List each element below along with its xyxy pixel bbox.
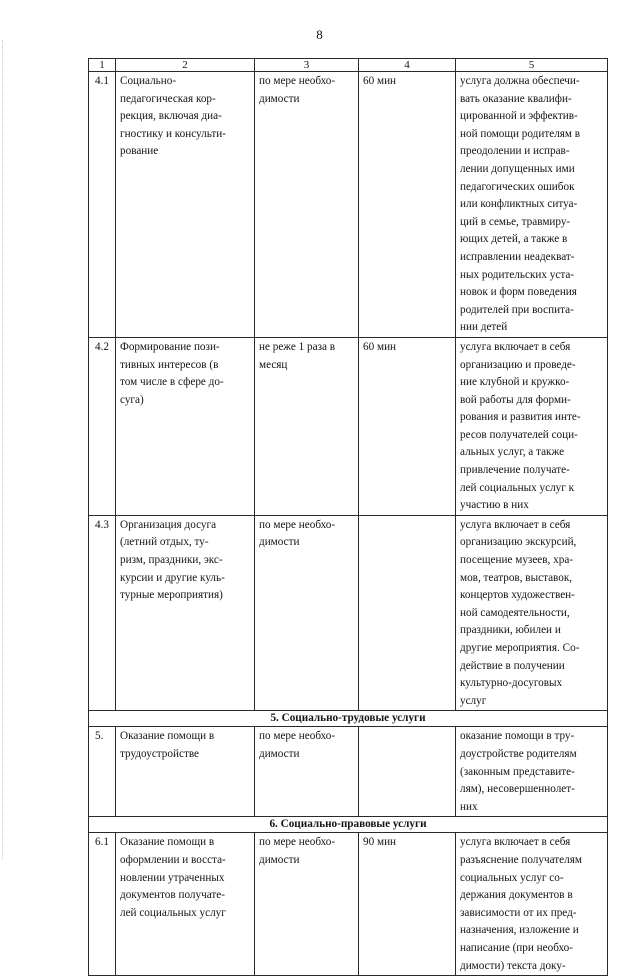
- text-line: педагогических ошибок: [460, 180, 575, 193]
- header-col-5: 5: [456, 59, 608, 72]
- text-line: действие в получении: [460, 659, 565, 672]
- service-name: [116, 72, 255, 338]
- text-line: месяц: [259, 358, 288, 371]
- service-duration: 60 мин: [359, 72, 456, 338]
- service-frequency: [255, 833, 359, 976]
- text-line: посещение музеев, хра-: [460, 554, 574, 567]
- text-line: исправлении неадекват-: [460, 250, 575, 263]
- row-number: 4.1: [89, 72, 116, 338]
- text-line: разъяснение получателям: [460, 853, 582, 866]
- text-line: зависимости от их пред-: [460, 906, 577, 919]
- text-line: гностику и консульти-: [120, 127, 226, 140]
- text-line: рование: [120, 145, 159, 158]
- service-name: [116, 833, 255, 976]
- text-line: ной помощи родителям в: [460, 127, 581, 140]
- text-line: социальных услуг со-: [460, 871, 564, 884]
- text-line: доустройстве родителям: [460, 747, 577, 760]
- text-line: привлечение получате-: [460, 464, 570, 477]
- text-line: педагогическая кор-: [120, 92, 216, 105]
- text-line: (законным представите-: [460, 765, 575, 778]
- header-col-1: 1: [89, 59, 116, 72]
- text-line: услуга включает в себя: [460, 518, 571, 531]
- text-line: по мере необхо-: [259, 75, 336, 87]
- service-frequency: [255, 727, 359, 817]
- text-line: Формирование пози-: [120, 340, 220, 353]
- service-frequency: [255, 72, 359, 338]
- text-line: Социально-: [120, 75, 177, 87]
- text-line: услуга включает в себя: [460, 340, 571, 353]
- row-number: 4.2: [89, 337, 116, 515]
- text-line: оформлении и восста-: [120, 853, 226, 866]
- text-line: ций в семье, травмиру-: [460, 215, 571, 228]
- table-row: [89, 727, 608, 817]
- text-line: услуга включает в себя: [460, 836, 571, 849]
- text-line: суга): [120, 393, 144, 406]
- service-name: [116, 727, 255, 817]
- text-line: новок и форм поведения: [460, 286, 577, 299]
- service-duration: [359, 727, 456, 817]
- text-line: рования и развития инте-: [460, 411, 581, 424]
- table-row: [89, 833, 608, 976]
- text-line: услуга должна обеспечи-: [460, 75, 580, 87]
- table-row: [89, 72, 608, 338]
- table-row: [89, 515, 608, 711]
- text-line: ных родительских уста-: [460, 268, 575, 281]
- text-line: ной самодеятельности,: [460, 606, 570, 619]
- text-line: вать оказание квалифи-: [460, 92, 572, 105]
- text-line: лей социальных услуг к: [460, 481, 575, 494]
- section-header-row: [89, 711, 608, 727]
- text-line: вой работы для форми-: [460, 393, 571, 406]
- page-number: 8: [316, 27, 323, 42]
- text-line: димости: [259, 853, 300, 866]
- text-line: том числе в сфере до-: [120, 376, 224, 389]
- text-line: родителей при воспита-: [460, 303, 574, 316]
- text-line: назначения, изложение и: [460, 924, 579, 937]
- service-description: [456, 515, 608, 711]
- text-line: мов, театров, выставок,: [460, 571, 573, 584]
- text-line: Оказание помощи в: [120, 730, 215, 743]
- service-duration: 60 мин: [359, 337, 456, 515]
- service-description: [456, 337, 608, 515]
- text-line: лении допущенных ими: [460, 162, 575, 175]
- text-line: ющих детей, а также в: [460, 233, 568, 246]
- text-line: не реже 1 раза в: [259, 340, 336, 353]
- text-line: услуг: [460, 694, 487, 707]
- text-line: них: [460, 800, 478, 813]
- service-duration: 90 мин: [359, 833, 456, 976]
- text-line: лям), несовершеннолет-: [460, 783, 575, 796]
- text-line: димости: [259, 92, 300, 105]
- service-frequency: [255, 337, 359, 515]
- text-line: или конфликтных ситуа-: [460, 198, 578, 211]
- section-header-row: [89, 817, 608, 833]
- text-line: преодолении и исправ-: [460, 145, 570, 158]
- table-header-row: [89, 59, 608, 72]
- text-line: новлении утраченных: [120, 871, 225, 884]
- header-col-4: 4: [359, 59, 456, 72]
- text-line: по мере необхо-: [259, 518, 336, 531]
- scan-margin-line: [2, 40, 3, 860]
- text-line: организацию и проведе-: [460, 358, 576, 371]
- text-line: рекция, включая диа-: [120, 110, 222, 123]
- text-line: по мере необхо-: [259, 730, 336, 743]
- text-line: тивных интересов (в: [120, 358, 219, 371]
- header-col-2: 2: [116, 59, 255, 72]
- text-line: культурно-досуговых: [460, 677, 563, 690]
- text-line: нии детей: [460, 321, 508, 334]
- text-line: трудоустройстве: [120, 747, 200, 760]
- text-line: другие мероприятия. Со-: [460, 642, 580, 654]
- text-line: Организация досуга: [120, 518, 217, 531]
- text-line: Оказание помощи в: [120, 836, 215, 849]
- text-line: турные мероприятия): [120, 589, 223, 602]
- text-line: димости: [259, 536, 300, 549]
- service-frequency: [255, 515, 359, 711]
- text-line: димости: [259, 747, 300, 760]
- text-line: по мере необхо-: [259, 836, 336, 849]
- text-line: держания документов в: [460, 889, 573, 902]
- service-description: [456, 72, 608, 338]
- section-title: 6. Социально-правовые услуги: [89, 817, 608, 833]
- text-line: альных услуг, а также: [460, 446, 565, 459]
- row-number: 5.: [89, 727, 116, 817]
- text-line: (летний отдых, ту-: [120, 536, 209, 549]
- text-line: документов получате-: [120, 889, 225, 902]
- row-number: 6.1: [89, 833, 116, 976]
- service-description: [456, 833, 608, 976]
- service-duration: [359, 515, 456, 711]
- text-line: ризм, праздники, экс-: [120, 554, 223, 567]
- text-line: димости) текста доку-: [460, 959, 566, 972]
- text-line: ние клубной и кружко-: [460, 376, 570, 389]
- service-name: [116, 515, 255, 711]
- text-line: концертов художествен-: [460, 589, 575, 602]
- service-name: [116, 337, 255, 515]
- text-line: лей социальных услуг: [120, 906, 226, 919]
- text-line: праздники, юбилеи и: [460, 624, 561, 637]
- text-line: организацию экскурсий,: [460, 536, 577, 549]
- service-description: [456, 727, 608, 817]
- row-number: 4.3: [89, 515, 116, 711]
- section-title: 5. Социально-трудовые услуги: [89, 711, 608, 727]
- text-line: оказание помощи в тру-: [460, 730, 575, 743]
- text-line: цированной и эффектив-: [460, 110, 578, 123]
- text-line: курсии и другие куль-: [120, 571, 225, 584]
- table-row: [89, 337, 608, 515]
- text-line: участию в них: [460, 499, 529, 512]
- services-table: [88, 58, 608, 976]
- header-col-3: 3: [255, 59, 359, 72]
- text-line: написание (при необхо-: [460, 941, 573, 954]
- text-line: ресов получателей соци-: [460, 428, 578, 441]
